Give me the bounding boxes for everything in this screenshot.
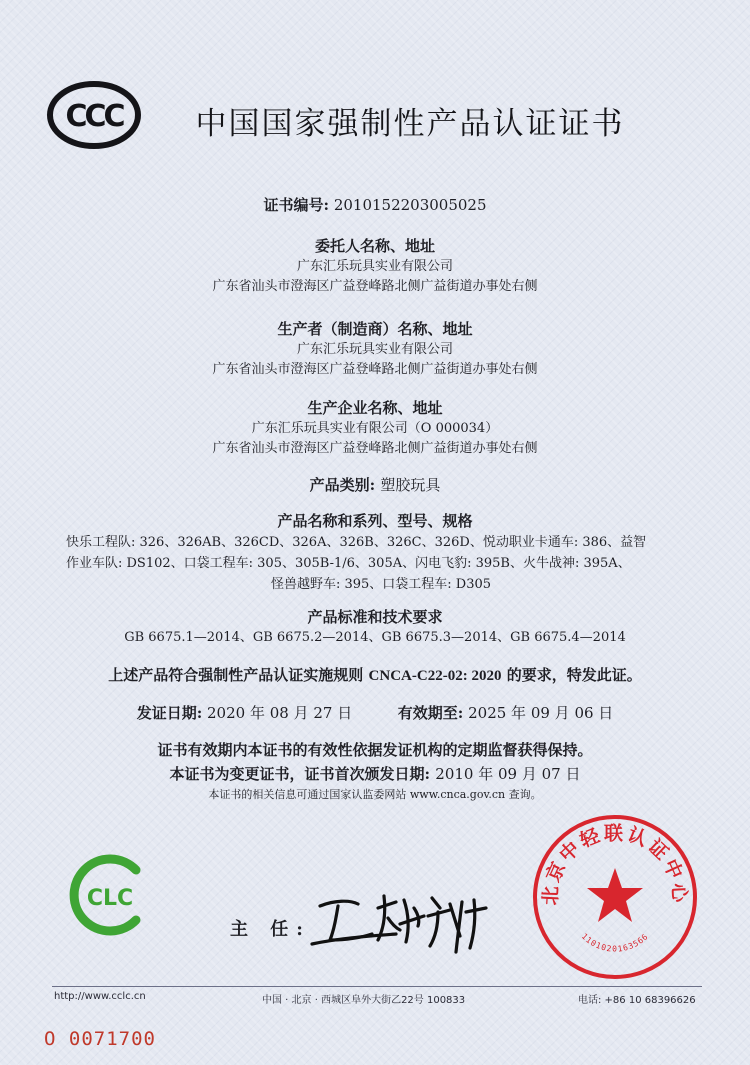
certificate-number-value: 2010152203005025 xyxy=(333,196,487,214)
seal-text: 北京中轻联认证中心 xyxy=(539,822,691,906)
products-line: 怪兽越野车: 395、口袋工程车: D305 xyxy=(270,577,492,592)
category-section xyxy=(0,474,750,496)
first-issue-date: 2010 年 09 月 07 日 xyxy=(435,765,581,783)
validity-line-2: 本证书为变更证书，证书首次颁发日期: xyxy=(169,765,431,783)
dates-row xyxy=(0,702,750,723)
footer-website: http://www.cclc.cn xyxy=(54,991,146,1002)
validity-block xyxy=(0,738,750,786)
conformity-rule: CNCA-C22-02: 2020 xyxy=(368,668,502,684)
ccc-logo-icon xyxy=(46,80,142,150)
factory-name: 广东汇乐玩具实业有限公司（O 000034） xyxy=(251,421,499,436)
expiry-date-label: 有效期至: xyxy=(397,704,464,722)
seal-number: 1101020163566 xyxy=(579,931,651,954)
info-note: 本证书的相关信息可通过国家认监委网站 www.cnca.gov.cn 查询。 xyxy=(208,788,542,801)
manufacturer-section xyxy=(0,318,750,380)
footer-address: 中国 · 北京 · 西城区阜外大街乙22号 100833 xyxy=(262,995,466,1006)
category-value: 塑胶玩具 xyxy=(380,476,441,494)
factory-heading: 生产企业名称、地址 xyxy=(307,399,443,417)
category-label: 产品类别: xyxy=(309,476,376,494)
director-label: 主 任: xyxy=(230,919,311,940)
certificate-title: 中国国家强制性产品认证证书 xyxy=(195,106,625,142)
products-line: 快乐工程队: 326、326AB、326CD、326A、326B、326C、326D、悦动职业卡通车: 386、益智 xyxy=(66,535,647,550)
issue-date-label: 发证日期: xyxy=(136,704,203,722)
conformity-suffix: 的要求，特发此证。 xyxy=(506,666,642,684)
validity-line-1: 证书有效期内本证书的有效性依据发证机构的定期监督获得保持。 xyxy=(157,741,593,759)
applicant-name: 广东汇乐玩具实业有限公司 xyxy=(296,259,453,274)
standards-section xyxy=(0,606,750,648)
applicant-address: 广东省汕头市澄海区广益登峰路北侧广益街道办事处右侧 xyxy=(212,279,538,294)
standards-value: GB 6675.1—2014、GB 6675.2—2014、GB 6675.3—2014、GB 6675.4—2014 xyxy=(124,630,626,645)
factory-address: 广东省汕头市澄海区广益登峰路北侧广益街道办事处右侧 xyxy=(212,441,538,456)
factory-section xyxy=(0,397,750,459)
expiry-date: 2025 年 09 月 06 日 xyxy=(468,704,614,722)
standards-heading: 产品标准和技术要求 xyxy=(307,608,443,626)
ccc-logo-text: CCC xyxy=(65,99,123,134)
conformity-prefix: 上述产品符合强制性产品认证实施规则 xyxy=(108,666,364,684)
certification-seal-icon xyxy=(530,812,700,982)
certificate-number xyxy=(0,194,750,215)
footer-divider xyxy=(52,986,702,987)
products-heading-wrap xyxy=(0,510,750,532)
manufacturer-name: 广东汇乐玩具实业有限公司 xyxy=(296,342,453,357)
products-list xyxy=(66,532,696,595)
clc-logo-text: CLC xyxy=(86,886,134,911)
products-heading: 产品名称和系列、型号、规格 xyxy=(277,512,473,530)
footer-phone: 电话: +86 10 68396626 xyxy=(578,995,696,1006)
manufacturer-heading: 生产者（制造商）名称、地址 xyxy=(277,320,473,338)
clc-logo-icon xyxy=(64,852,154,938)
svg-text:1101020163566 xyxy=(580,932,651,954)
applicant-section xyxy=(0,235,750,297)
manufacturer-address: 广东省汕头市澄海区广益登峰路北侧广益街道办事处右侧 xyxy=(212,362,538,377)
certificate-number-label: 证书编号: xyxy=(263,196,330,214)
products-line: 作业车队: DS102、口袋工程车: 305、305B-1/6、305A、闪电飞豹: 395B、火牛战神: 395A、 xyxy=(66,556,631,571)
serial-number: O 0071700 xyxy=(44,1028,156,1050)
conformity-statement xyxy=(0,664,750,685)
signature-icon xyxy=(300,878,500,958)
issue-date: 2020 年 08 月 27 日 xyxy=(207,704,353,722)
applicant-heading: 委托人名称、地址 xyxy=(314,237,435,255)
